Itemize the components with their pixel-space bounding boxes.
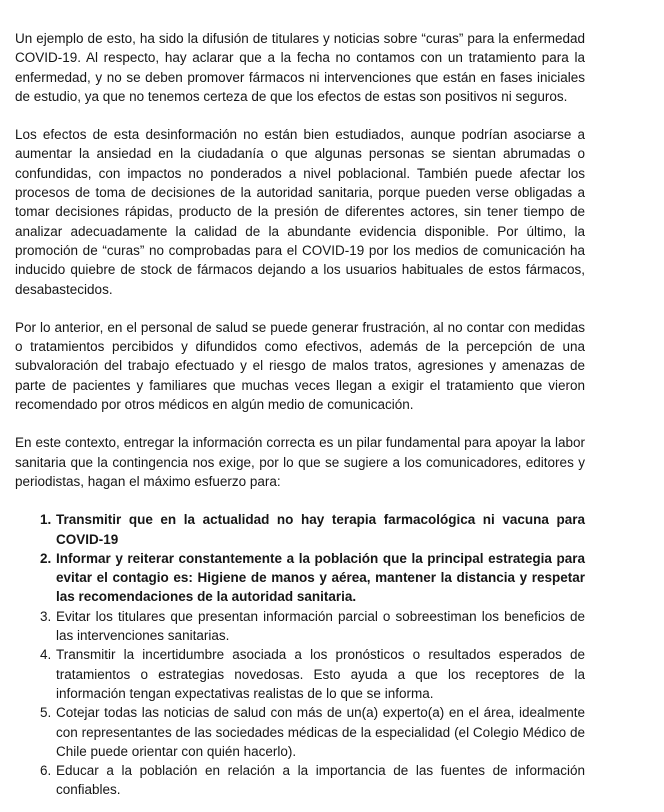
- recommendations-list: [15, 510, 585, 799]
- list-item-estrategia-contagio: 2. Informar y reiterar constantemente a la población que la principal estrategia para evitar el contagio es: Higiene de manos y aérea, mantener la distancia y respetar las recomendaciones de la autoridad sanitaria.: [55, 549, 585, 607]
- paragraph-efectos-desinformacion: Los efectos de esta desinformación no están bien estudiados, aunque podrían asociarse a aumentar la ansiedad en la ciudadanía o que algunas personas se sientan abrumadas o confundidas, con impactos no ponderados a nivel poblacional. También puede afectar los procesos de toma de decisiones de la autoridad sanitaria, porque pueden verse obligadas a tomar decisiones rápidas, producto de la presión de diferentes actores, sin tener tiempo de analizar adecuadamente la calidad de la abundante evidencia disponible. Por último, la promoción de “curas” no comprobadas para el COVID-19 por los medios de comunicación ha inducido quiebre de stock de fármacos dejando a los usuarios habituales de estos fármacos, desabastecidos.: [15, 127, 585, 297]
- paragraph-personal-salud: Por lo anterior, en el personal de salud se puede generar frustración, al no contar con medidas o tratamientos percibidos y difundidos como efectivos, además de la percepción de una subvaloración del trabajo efectuado y el riesgo de malos tratos, agresiones y amenazas de parte de pacientes y familiares que muchas veces llegan a exigir el tratamiento que vieron recomendado por otros médicos en algún medio de comunicación.: [15, 319, 585, 413]
- list-item-educar-poblacion: 6. Educar a la población en relación a la importancia de las fuentes de información confiables.: [55, 761, 585, 800]
- list-item-no-terapia: 1. Transmitir que en la actualidad no hay terapia farmacológica ni vacuna para COVID-19: [55, 510, 585, 549]
- paragraph-contexto-sugerencia: En este contexto, entregar la información correcta es un pilar fundamental para apoyar la labor sanitaria que la contingencia nos exige, por lo que se sugiere a los comunicadores, editores y periodistas, hagan el máximo esfuerzo para:: [15, 435, 585, 489]
- list-item-incertidumbre: 4. Transmitir la incertidumbre asociada a los pronósticos o resultados esperados de tratamientos o estrategias novedosas. Esto ayuda a que los receptores de la información tengan expectativas realistas de lo que se informa.: [55, 645, 585, 703]
- paragraph-curas-difusion: Un ejemplo de esto, ha sido la difusión de titulares y noticias sobre “curas” para la enfermedad COVID-19. Al respecto, hay aclarar que a la fecha no contamos con un tratamiento para la enfermedad, y no se deben promover fármacos ni intervenciones que están en fases iniciales de estudio, ya que no tenemos certeza de que los efectos de estas son positivos ni seguros.: [15, 31, 585, 104]
- list-item-evitar-titulares: 3. Evitar los titulares que presentan información parcial o sobreestiman los beneficios de las intervenciones sanitarias.: [55, 607, 585, 646]
- list-item-cotejar-noticias: 5. Cotejar todas las noticias de salud con más de un(a) experto(a) en el área, idealmente con representantes de las sociedades médicas de la especialidad (el Colegio Médico de Chile puede orientar con quién hacerlo).: [55, 703, 585, 761]
